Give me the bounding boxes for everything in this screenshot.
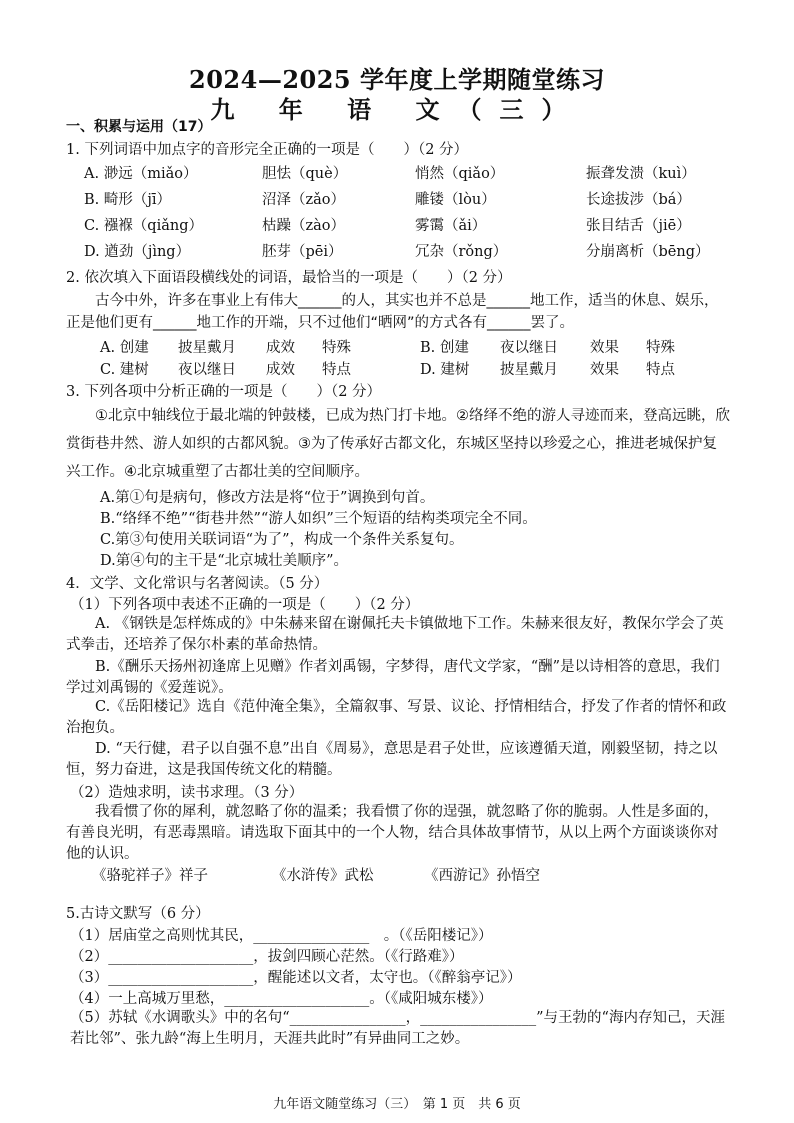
q4-option-b: B.《酬乐天扬州初逢席上见赠》作者刘禹锡，字梦得，唐代文学家，“酬”是以诗相答的意思，我们学过刘禹锡的《爱莲说》。 xyxy=(66,659,720,696)
q1-option: 沼泽（zǎo） xyxy=(262,192,346,208)
q2-option: 特殊 xyxy=(646,340,675,356)
q1-option: 张目结舌（jiē） xyxy=(586,218,691,234)
exam-title: 2024—2025 学年度上学期随堂练习 xyxy=(189,65,605,94)
q2-option: C. 建树 xyxy=(100,362,149,378)
section-heading: 一、积累与运用（17） xyxy=(66,119,212,135)
q1-option: D. 遒劲（jìng） xyxy=(84,244,191,260)
q3-option: D.第④句的主干是“北京城壮美顺序”。 xyxy=(100,553,349,569)
q1-option: 雾霭（ǎi） xyxy=(415,218,487,234)
q2-option: 成效 xyxy=(266,340,295,356)
q2-option: 披星戴月 xyxy=(500,362,558,378)
question-5-stem: 5.古诗文默写（6 分） xyxy=(66,906,210,922)
book-option: 《骆驼祥子》祥子 xyxy=(92,868,208,884)
q1-option: B. 畸形（jī） xyxy=(84,192,172,208)
q5-line: （2）____________________，拔剑四顾心茫然。（《行路难》） xyxy=(70,949,464,965)
q2-option: D. 建树 xyxy=(420,362,470,378)
q2-option: 效果 xyxy=(590,362,619,378)
q4-option-a: A. 《钢铁是怎样炼成的》中朱赫来留在谢佩托夫卡镇做地下工作。朱赫来很友好，教保尔学会了英式拳击，还培养了保尔朴素的革命热情。 xyxy=(66,616,724,653)
q2-option: B. 创建 xyxy=(420,340,469,356)
q2-option: 披星戴月 xyxy=(178,340,236,356)
q3-option: B.“络绎不绝”“街巷井然”“游人如织”三个短语的结构类项完全不同。 xyxy=(100,511,537,527)
q2-option: 特点 xyxy=(646,362,675,378)
q1-option: 长途拔涉（bá） xyxy=(586,192,691,208)
q1-option: 悄然（qiǎo） xyxy=(415,166,505,182)
q2-option: 夜以继日 xyxy=(178,362,236,378)
q5-line-long: （5）苏轼《水调歌头》中的名句“________________，________________”与王勃的“海内存知己，天涯若比邻”、张九龄“海上生明月，天涯共此时”有异曲同工之妙。 xyxy=(70,1010,725,1047)
q2-option: 效果 xyxy=(590,340,619,356)
q1-option: A. 渺远（miǎo） xyxy=(84,166,198,182)
question-2-passage: 古今中外，许多在事业上有伟大______的人，其实也并不总是______地工作，适当的休息、娱乐，正是他们更有______地工作的开端，只不过他们“晒网”的方式各有______罢了。 xyxy=(66,293,719,331)
exam-subtitle: 九 年 语 文（三） xyxy=(210,95,584,124)
q1-option: 枯躁（zào） xyxy=(262,218,346,234)
q5-line: （4）一上高城万里愁，____________________。（《咸阳城东楼》） xyxy=(70,991,493,1007)
question-1-stem: 1. 下列词语中加点字的音形完全正确的一项是（ ）（2 分） xyxy=(66,142,469,158)
q1-option: 分崩离析（bēng） xyxy=(586,244,710,260)
q1-option: 胆怯（què） xyxy=(262,166,348,182)
question-4-sub1: （1）下列各项中表述不正确的一项是（ ）（2 分） xyxy=(70,597,420,613)
q1-option: 冗杂（rǒng） xyxy=(415,244,508,260)
q2-option: 夜以继日 xyxy=(500,340,558,356)
question-4-sub2: （2）造烛求明，读书求理。（3 分） xyxy=(70,785,304,801)
question-2-stem: 2. 依次填入下面语段横线处的词语，最恰当的一项是（ ）（2 分） xyxy=(66,270,512,286)
q2-option: 特殊 xyxy=(322,340,351,356)
question-3-stem: 3. 下列各项中分析正确的一项是（ ）（2 分） xyxy=(66,384,382,400)
q3-option: C.第③句使用关联词语“为了”，构成一个条件关系复句。 xyxy=(100,532,464,548)
q5-line: （3）____________________，醒能述以文者，太守也。（《醉翁亭记》） xyxy=(70,970,522,986)
book-option: 《西游记》孙悟空 xyxy=(424,868,540,884)
page-footer: 九年语文随堂练习（三） 第 1 页 共 6 页 xyxy=(273,1097,521,1112)
q1-option: C. 襁褓（qiǎng） xyxy=(84,218,203,234)
q1-option: 雕镂（lòu） xyxy=(415,192,496,208)
question-3-passage: ①北京中轴线位于最北端的钟鼓楼，已成为热门打卡地。②络绎不绝的游人寻迹而来，登高远眺，欣赏街巷井然、游人如织的古都风貌。③为了传承好古都文化，东城区坚持以珍爱之心，推进老城保护复兴工作。④北京城重塑了古都壮美的空间顺序。 xyxy=(66,408,730,480)
q2-option: 特点 xyxy=(322,362,351,378)
q5-line: （1）居庙堂之高则忧其民，________________ 。（《岳阳楼记》） xyxy=(70,928,493,944)
book-option: 《水浒传》武松 xyxy=(272,868,374,884)
q1-option: 胚芽（pēi） xyxy=(262,244,343,260)
q4-option-d: D. “天行健，君子以自强不息”出自《周易》，意思是君子处世，应该遵循天道，刚毅坚韧，持之以恒，努力奋进，这是我国传统文化的精髓。 xyxy=(66,741,718,778)
question-4-sub2-text: 我看惯了你的犀利，就忽略了你的温柔；我看惯了你的逞强，就忽略了你的脆弱。人性是多面的，有善良光明，有恶毒黑暗。请选取下面其中的一个人物，结合具体故事情节，从以上两个方面谈谈你对他的认识。 xyxy=(66,804,719,862)
question-4-stem: 4．文学、文化常识与名著阅读。（5 分） xyxy=(66,576,329,592)
q2-option: 成效 xyxy=(266,362,295,378)
q4-option-c: C.《岳阳楼记》选自《范仲淹全集》，全篇叙事、写景、议论、抒情相结合，抒发了作者的情怀和政治抱负。 xyxy=(66,699,727,736)
q2-option: A. 创建 xyxy=(100,340,149,356)
q3-option: A.第①句是病句，修改方法是将“位于”调换到句首。 xyxy=(100,490,435,506)
q1-option: 振聋发溃（kuì） xyxy=(586,166,696,182)
